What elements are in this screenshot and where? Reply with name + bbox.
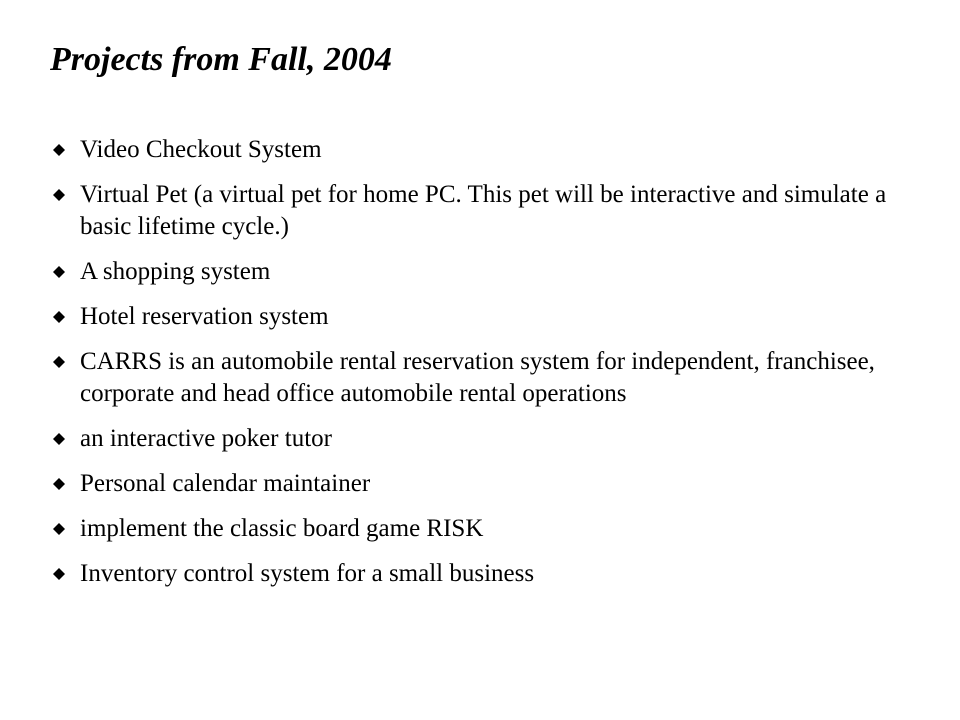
- diamond-bullet-icon: [53, 144, 65, 156]
- list-item-text: CARRS is an automobile rental reservation system for independent, franchisee, corporate and head office automobile rental operations: [80, 348, 875, 407]
- list-item: [50, 423, 910, 455]
- diamond-bullet-icon: [53, 433, 65, 445]
- list-item-text: Personal calendar maintainer: [80, 470, 371, 497]
- project-list: [50, 134, 910, 603]
- list-item-text: an interactive poker tutor: [80, 425, 332, 452]
- list-item-text: Hotel reservation system: [80, 303, 329, 330]
- list-item-text: Video Checkout System: [80, 136, 322, 163]
- list-item-text: Virtual Pet (a virtual pet for home PC. This pet will be interactive and simulate a basic lifetime cycle.): [80, 181, 887, 240]
- list-item: [50, 346, 910, 410]
- list-item: [50, 256, 910, 288]
- diamond-bullet-icon: [53, 311, 65, 323]
- list-item-text: implement the classic board game RISK: [80, 515, 484, 542]
- list-item: [50, 179, 910, 243]
- diamond-bullet-icon: [53, 523, 65, 535]
- list-item-text: A shopping system: [80, 258, 271, 285]
- list-item: [50, 134, 910, 166]
- diamond-bullet-icon: [53, 356, 65, 368]
- diamond-bullet-icon: [53, 189, 65, 201]
- diamond-bullet-icon: [53, 266, 65, 278]
- diamond-bullet-icon: [53, 568, 65, 580]
- list-item: [50, 468, 910, 500]
- diamond-bullet-icon: [53, 478, 65, 490]
- list-item-text: Inventory control system for a small business: [80, 560, 535, 587]
- list-item: [50, 513, 910, 545]
- list-item: [50, 301, 910, 333]
- list-item: [50, 558, 910, 590]
- slide-title: Projects from Fall, 2004: [50, 41, 392, 78]
